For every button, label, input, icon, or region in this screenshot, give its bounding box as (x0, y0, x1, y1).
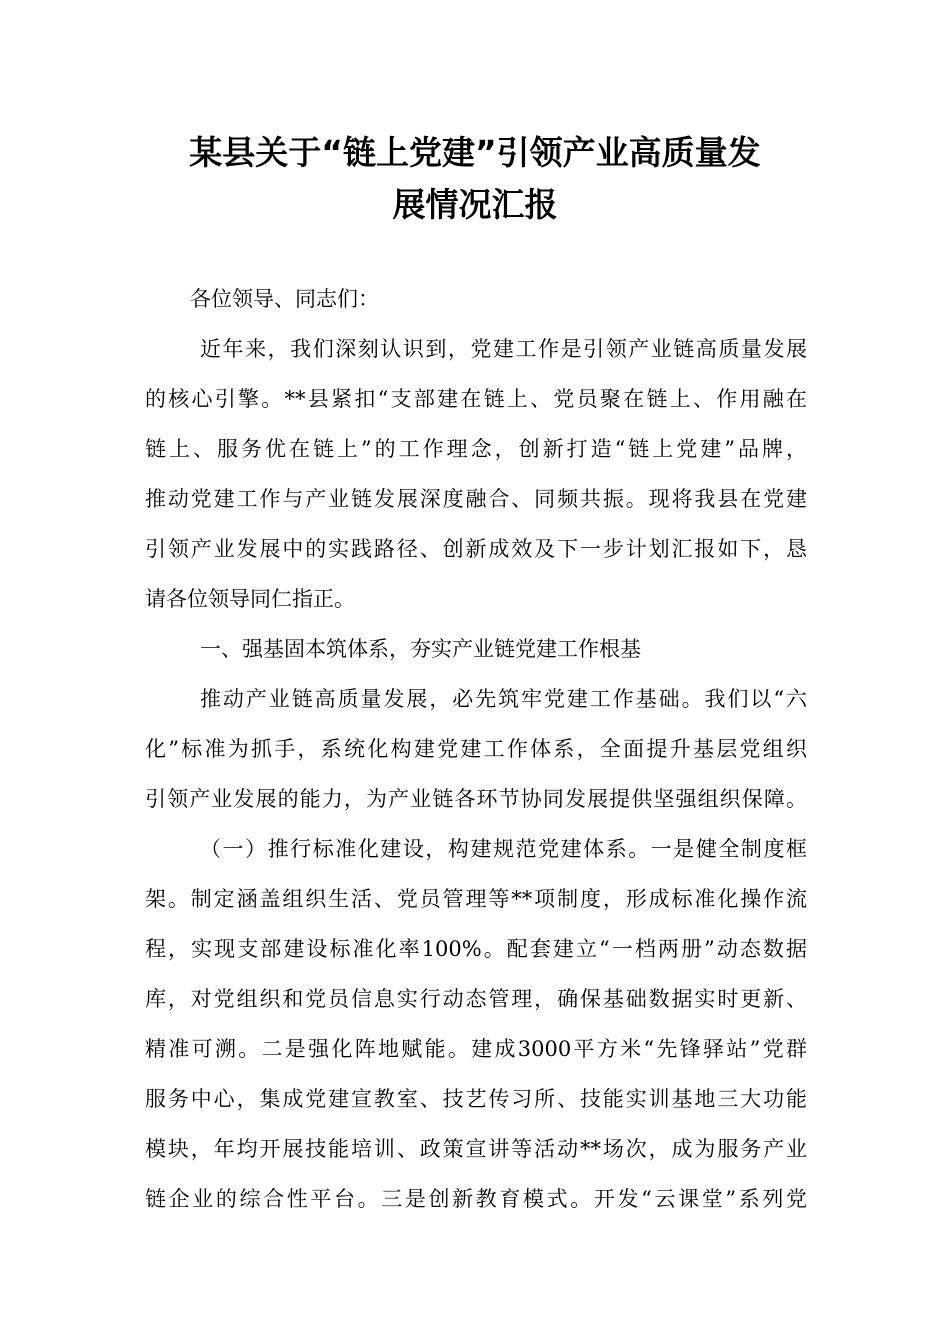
paragraph-line: （一）推行标准化建设，构建规范党建体系。一是健全制度框 (200, 837, 807, 861)
paragraph-line: 库，对党组织和党员信息实行动态管理，确保基础数据实时更新、 (145, 987, 807, 1011)
title-line-1: 某县关于“链上党建”引领产业高质量发 (189, 133, 761, 172)
salutation: 各位领导、同志们： (190, 287, 379, 311)
paragraph-line: 程，实现支部建设标准化率100%。配套建立“一档两册”动态数据 (145, 937, 807, 961)
paragraph-line: 链上、服务优在链上”的工作理念，创新打造“链上党建”品牌， (145, 437, 807, 461)
paragraph-line: 架。制定涵盖组织生活、党员管理等**项制度，形成标准化操作流 (145, 887, 807, 911)
paragraph-line: 服务中心，集成党建宣教室、技艺传习所、技能实训基地三大功能 (145, 1087, 807, 1111)
paragraph-line: 推动产业链高质量发展，必先筑牢党建工作基础。我们以“六 (200, 687, 807, 711)
title-line-2: 展情况汇报 (392, 185, 558, 224)
paragraph-line: 引领产业发展中的实践路径、创新成效及下一步计划汇报如下，恳 (145, 537, 807, 561)
paragraph-line: 引领产业发展的能力，为产业链各环节协同发展提供坚强组织保障。 (145, 787, 807, 811)
paragraph-line: 链企业的综合性平台。三是创新教育模式。开发“云课堂”系列党 (145, 1187, 807, 1211)
section-heading: 一、强基固本筑体系，夯实产业链党建工作根基 (200, 637, 641, 661)
paragraph-line: 模块，年均开展技能培训、政策宣讲等活动**场次，成为服务产业 (145, 1137, 807, 1161)
paragraph-line: 近年来，我们深刻认识到，党建工作是引领产业链高质量发展 (200, 337, 807, 361)
paragraph-line: 请各位领导同仁指正。 (145, 587, 355, 611)
paragraph-line: 精准可溯。二是强化阵地赋能。建成3000平方米“先锋驿站”党群 (145, 1037, 807, 1061)
paragraph-line: 推动党建工作与产业链发展深度融合、同频共振。现将我县在党建 (145, 487, 807, 511)
paragraph-line: 化”标准为抓手，系统化构建党建工作体系，全面提升基层党组织 (145, 737, 807, 761)
paragraph-line: 的核心引擎。**县紧扣“支部建在链上、党员聚在链上、作用融在 (145, 387, 807, 411)
